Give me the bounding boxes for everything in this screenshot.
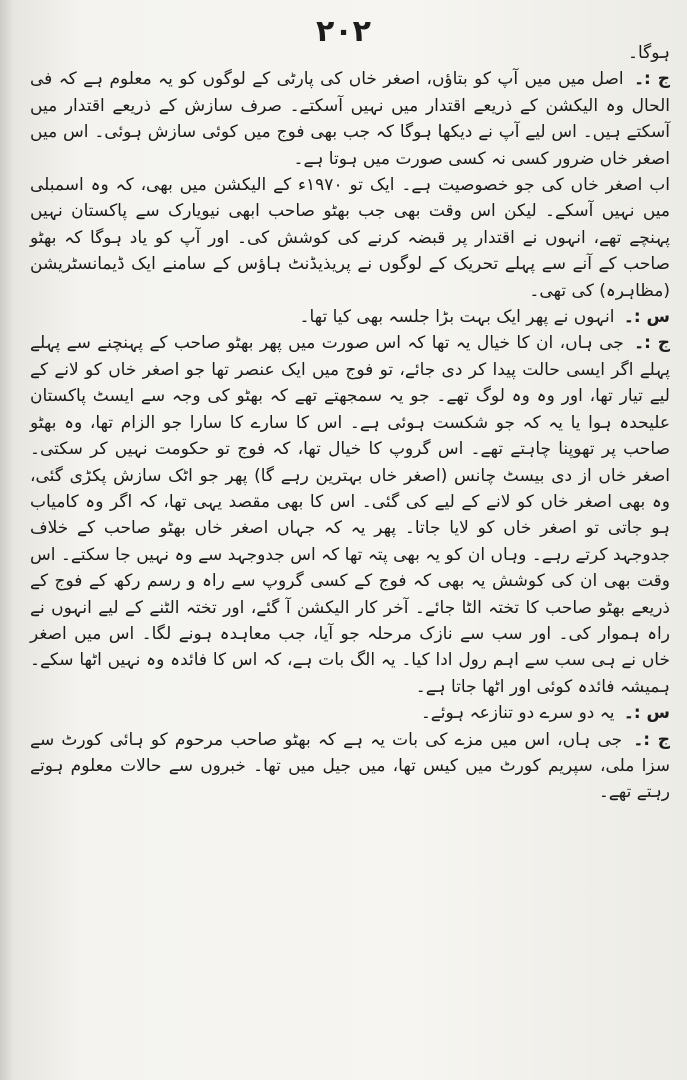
paragraph-text: یہ دو سرے دو تنازعہ ہوئے۔ — [420, 703, 615, 724]
paragraph-answer-continued — [30, 172, 670, 304]
page-number: ۲۰۲ — [316, 14, 371, 49]
speaker-label: ج :۔ — [633, 729, 670, 750]
paragraph-answer — [30, 330, 670, 700]
paragraph-text: جی ہاں، اس میں مزے کی بات یہ ہے کہ بھٹو صاحب مرحوم کو ہائی کورٹ سے سزا ملی، سپریم کورٹ میں کیس تھا، میں جیل میں تھا۔ خبروں سے حالات معلوم ہوتے رہتے تھے۔ — [30, 729, 670, 803]
speaker-label: ج :۔ — [634, 333, 670, 354]
paragraph-text: اصل میں میں آپ کو بتاؤں، اصغر خاں کی پارٹی کے لوگوں کو یہ معلوم ہے کہ فی الحال وہ الیکشن کے ذریعے اقتدار میں نہیں آسکتے۔ صرف سازش کے ذریعے اقتدار میں آسکتے ہیں۔ اس لیے آپ نے دیکھا ہوگا کہ جب بھی فوج میں کوئی سازش ہوئی۔ اس میں اصغر خاں ضرور کسی نہ کسی صورت میں ہوتا ہے۔ — [30, 69, 670, 169]
paragraph-text: انہوں نے پھر ایک بہت بڑا جلسہ بھی کیا تھا۔ — [299, 307, 615, 328]
page-body — [30, 40, 670, 806]
paragraph-text: اب اصغر خاں کی جو خصوصیت ہے۔ ایک تو ۱۹۷۰ء کے الیکشن میں بھی، کہ وہ اسمبلی میں نہیں آسکے۔ لیکن اس وقت بھی جب بھٹو صاحب ابھی نیویارک سے پاکستان نہیں پہنچے تھے، انہوں نے اقتدار پر قبضہ کرنے کی کوشش کی۔ اور آپ کو یاد ہوگا کہ بھٹو صاحب کے آنے سے پہلے تحریک کے لوگوں نے پریذیڈنٹ ہاؤس کے سامنے ایک ڈیمانسٹریشن (مظاہرہ) کی تھی۔ — [30, 175, 670, 301]
paragraph-text: ہوگا۔ — [628, 43, 670, 63]
paragraph-question — [30, 304, 670, 330]
paragraph-answer — [30, 727, 670, 806]
paragraph-question — [30, 700, 670, 726]
paragraph-continuation — [30, 40, 670, 66]
paragraph-answer — [30, 66, 670, 172]
paragraph-text: جی ہاں، ان کا خیال یہ تھا کہ اس صورت میں پھر بھٹو صاحب کے پہنچنے سے پہلے پہلے اگر ایسی حالت پیدا کر دی جائے، تو فوج میں ایک عنصر تھا جو اصغر خاں کو لانے کے لیے تیار تھا، اور وہ وہ لوگ تھے۔ جو یہ سمجھتے تھے کہ بھٹو کی وجہ سے ایسٹ پاکستان علیحدہ ہوا یا یہ کہ جو شکست ہوئی ہے۔ اس کا سارے کا سارا جو الزام تھا، وہ بھٹو صاحب پر تھوپنا چاہتے تھے۔ اس گروپ کا خیال تھا، کہ فوج تو حکومت نہیں کر سکتی۔ اصغر خاں از دی بیسٹ چانس (اصغر خاں بہترین رہے گا) پھر جو اٹک سازش پکڑی گئی، وہ بھی اصغر خاں کو لانے کے لیے کی گئی۔ اس کا بھی مقصد یہی تھا، کہ اگر وہ کامیاب ہو جاتی تو اصغر خاں کو لایا جاتا۔ پھر یہ کہ جہاں اصغر خاں بھٹو صاحب کے خلاف جدوجہد کرتے رہے۔ وہاں ان کو یہ بھی پتہ تھا کہ اس جدوجہد سے وہ نہیں جا سکتے۔ اس وقت بھی ان کی کوشش یہ بھی کہ فوج کے کسی گروپ سے راہ و رسم رکھ کے فوج کے ذریعے بھٹو صاحب کا تختہ الٹا جائے۔ آخر کار الیکشن آ گئے، اور تختہ الٹنے کے لیے انہوں نے راہ ہموار کی۔ اور سب سے نازک مرحلہ جو آیا، جب معاہدہ ہونے لگا۔ اس میں اصغر خاں نے ہی سب سے اہم رول ادا کیا۔ یہ الگ بات ہے، کہ اس کا فائدہ وہ نہیں اٹھا سکے۔ ہمیشہ فائدہ کوئی اور اٹھا جاتا ہے۔ — [30, 333, 670, 697]
page-edge-shadow — [0, 0, 14, 1080]
speaker-label: س :۔ — [623, 703, 670, 724]
speaker-label: ج :۔ — [634, 69, 671, 90]
speaker-label: س :۔ — [623, 307, 670, 328]
